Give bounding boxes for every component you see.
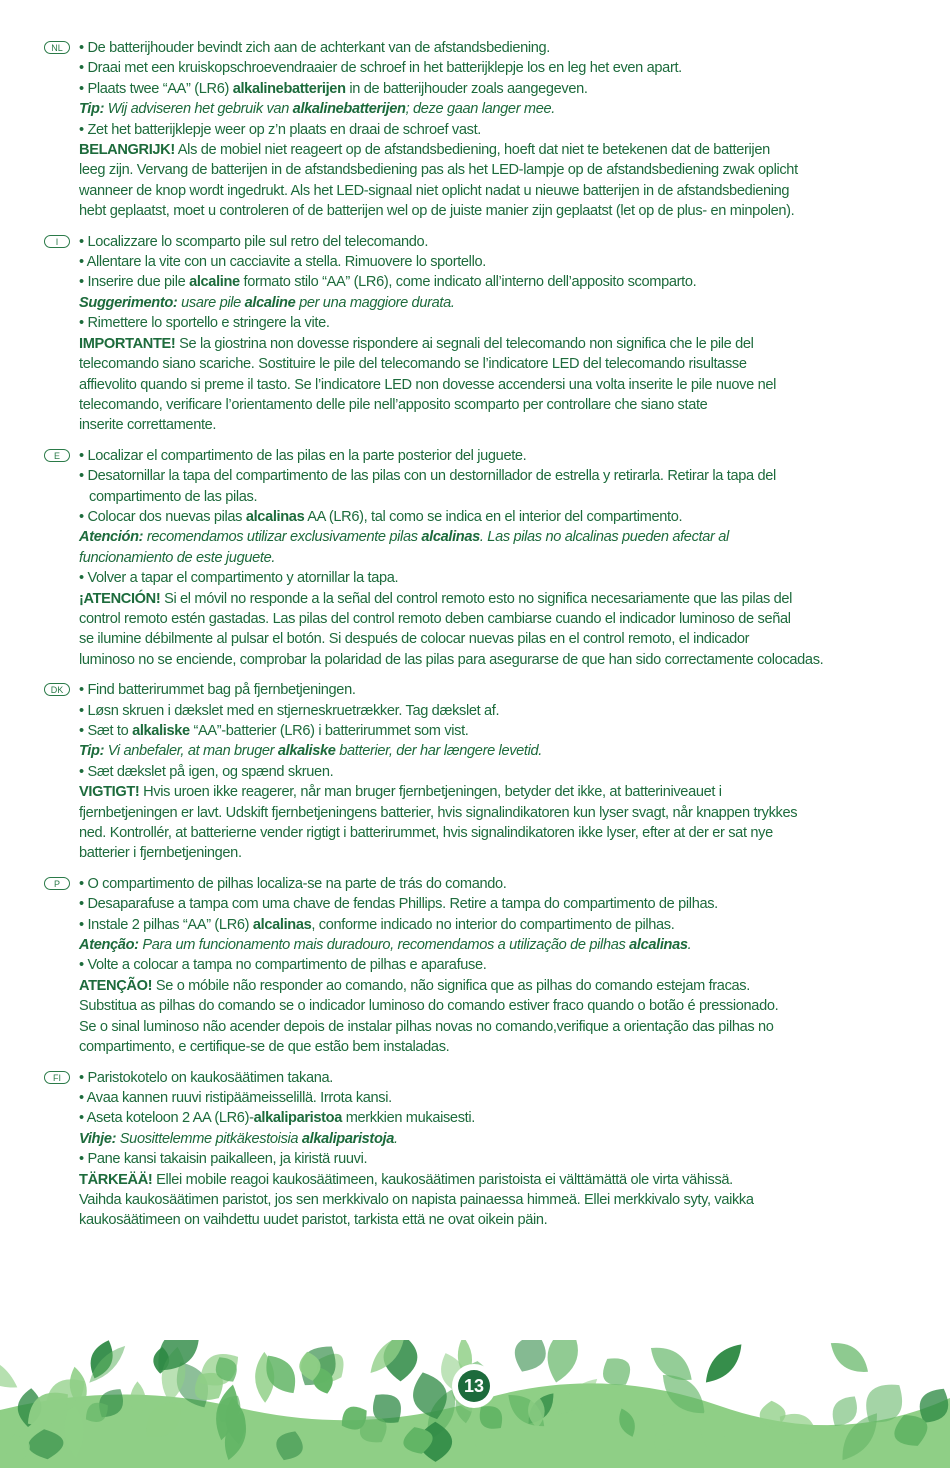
section-dk	[44, 680, 924, 864]
language-badge: I	[44, 235, 70, 248]
tip-line	[79, 935, 924, 955]
emphasis-text: TÄRKEÄÄ!	[79, 1171, 153, 1188]
text-run: . Las pilas no alcalinas pueden afectar al	[479, 529, 729, 546]
text-line	[79, 1108, 924, 1128]
text-run: se ilumine débilmente al pulsar el botón. Si después de colocar nuevas pilas en el control remoto, el indicador	[79, 631, 750, 648]
text-line	[79, 334, 924, 354]
emphasis-text: alkaliparistoja	[301, 1130, 394, 1147]
text-line	[79, 252, 924, 272]
section-nl	[44, 38, 924, 222]
text-run: • Volte a colocar a tampa no compartimento de pilhas e aparafuse.	[79, 957, 487, 974]
text-run: hebt geplaatst, moet u controleren of de batterijen wel op de juiste manier zijn geplaatst (let op de plus- en minpolen).	[79, 203, 795, 220]
text-line	[79, 680, 924, 700]
text-run: .	[687, 937, 692, 954]
section-fi	[44, 1068, 924, 1231]
text-run: • Sæt to	[79, 723, 133, 739]
tip-line	[79, 293, 924, 313]
text-run: • Pane kansi takaisin paikalleen, ja kiristä ruuvi.	[79, 1151, 368, 1168]
text-run: Se o móbile não responder ao comando, não significa que as pilhas do comando estejam fracas.	[152, 977, 750, 994]
text-line	[79, 915, 924, 935]
emphasis-text: alkaliske	[132, 723, 190, 739]
emphasis-text: alkalinebatterijen	[292, 101, 406, 118]
emphasis-text: alcaline	[189, 274, 240, 291]
text-run: • Allentare la vite con un cacciavite a stella. Rimuovere lo sportello.	[79, 254, 486, 271]
text-line	[79, 507, 924, 527]
text-line	[79, 1170, 924, 1190]
emphasis-text: alcalinas	[421, 529, 480, 546]
leaf-shape	[699, 1340, 749, 1389]
text-run: telecomando siano scariche. Sostituire le pile del telecomando se l’indicatore LED del telecomando risultasse	[79, 356, 747, 373]
text-run: ned. Kontrollér, at batterierne vender rigtigt i batterirummet, hvis signalindikatoren ikke lyser, efter at der er sat nye	[79, 825, 773, 842]
text-run: Substitua as pilhas do comando se o indicador luminoso do comando estiver fraco quando o botão é pressionado.	[79, 998, 779, 1015]
leaf-shape	[542, 1340, 584, 1386]
text-line	[79, 629, 924, 649]
text-line	[79, 701, 924, 721]
text-run: “AA”-batterier (LR6) i batterirummet som vist.	[189, 723, 469, 739]
text-run: Se o sinal luminoso não acender depois de instalar pilhas novas no comando,verifique a orientação das pilhas no	[79, 1018, 774, 1035]
language-badge: FI	[44, 1071, 70, 1084]
text-run: • Localizar el compartimento de las pilas en la parte posterior del juguete.	[79, 447, 527, 464]
text-run: funcionamiento de este juguete.	[79, 549, 276, 566]
text-run: • Paristokotelo on kaukosäätimen takana.	[79, 1069, 333, 1086]
text-run: recomendamos utilizar exclusivamente pilas	[143, 529, 422, 546]
emphasis-text: alcaline	[244, 294, 296, 311]
text-run: • Inserire due pile	[79, 274, 190, 291]
text-run: leeg zijn. Vervang de batterijen in de afstandsbediening pas als het LED-lampje op de afstandsbediening zwak oplicht	[79, 162, 798, 179]
text-line	[79, 415, 924, 435]
text-line	[79, 843, 924, 863]
language-badge: P	[44, 877, 70, 890]
text-run: Vi anbefaler, at man bruger	[104, 743, 278, 760]
text-run: • Plaats twee “AA” (LR6)	[79, 80, 233, 97]
text-line	[79, 487, 924, 507]
text-line	[79, 181, 924, 201]
emphasis-text: Atención:	[79, 529, 144, 546]
text-run: • Desatornillar la tapa del compartimento de las pilas con un destornillador de estrella y retirarla. Retirar la tapa del	[79, 468, 776, 485]
text-line	[79, 1190, 924, 1210]
text-run: compartimento de las pilas.	[89, 488, 258, 505]
text-line	[79, 79, 924, 99]
leaf-footer-decoration	[0, 1340, 950, 1468]
text-line	[79, 354, 924, 374]
text-line	[79, 589, 924, 609]
text-run: per una maggiore durata.	[295, 294, 455, 311]
text-run: • Avaa kannen ruuvi ristipäämeisselillä. Irrota kansi.	[79, 1089, 392, 1106]
text-line	[79, 1068, 924, 1088]
text-run: • Rimettere lo sportello e stringere la vite.	[79, 315, 330, 332]
text-run: batterier i fjernbetjeningen.	[79, 845, 242, 862]
text-run: Wij adviseren het gebruik van	[104, 101, 293, 118]
text-run: Ellei mobile reagoi kaukosäätimeen, kaukosäätimen paristoista ei välttämättä ole virta vähissä.	[152, 1171, 733, 1188]
text-run: Suosittelemme pitkäkestoisia	[116, 1130, 302, 1147]
emphasis-text: alkaliparistoa	[253, 1110, 342, 1127]
emphasis-text: alkalinebatterijen	[232, 80, 346, 97]
emphasis-text: alcalinas	[245, 508, 305, 525]
text-run: .	[393, 1130, 398, 1147]
text-run: • Draai met een kruiskopschroevendraaier de schroef in het batterijklepje los en leg het even apart.	[79, 60, 682, 77]
text-line	[79, 874, 924, 894]
text-run: Vaihda kaukosäätimen paristot, jos sen merkkivalo on napista painaessa himmeä. Ellei merkkivalo syty, vaikka	[79, 1191, 754, 1208]
text-run: • Desaparafuse a tampa com uma chave de fendas Phillips. Retire a tampa do compartimento de pilhas.	[79, 896, 718, 913]
text-run: • Løsn skruen i dækslet med en stjerneskruetrækker. Tag dækslet af.	[79, 702, 500, 719]
text-line	[79, 1088, 924, 1108]
text-line	[79, 721, 924, 741]
emphasis-text: Atenção:	[79, 937, 139, 954]
text-run: Als de mobiel niet reageert op de afstandsbediening, hoeft dat niet te betekenen dat de batterijen	[174, 142, 770, 159]
text-line	[79, 160, 924, 180]
text-run: • Colocar dos nuevas pilas	[79, 508, 246, 525]
text-line	[79, 375, 924, 395]
emphasis-text: BELANGRIJK!	[79, 142, 175, 159]
text-run: • Instale 2 pilhas “AA” (LR6)	[79, 916, 253, 933]
text-run: • Zet het batterijklepje weer op z’n plaats en draai de schroef vast.	[79, 121, 481, 138]
text-line	[79, 955, 924, 975]
text-line	[79, 609, 924, 629]
text-line	[79, 232, 924, 252]
text-run: inserite correttamente.	[79, 417, 217, 434]
text-run: usare pile	[177, 294, 245, 311]
page-number: 13	[458, 1370, 490, 1402]
text-run: • Sæt dækslet på igen, og spænd skruen.	[79, 763, 334, 780]
text-run: AA (LR6), tal como se indica en el interior del compartimento.	[304, 508, 683, 525]
text-run: • Aseta koteloon 2 AA (LR6)-	[79, 1110, 254, 1127]
text-line	[79, 58, 924, 78]
text-line	[79, 894, 924, 914]
language-badge: NL	[44, 41, 70, 54]
leaf-shape	[508, 1340, 553, 1378]
text-run: telecomando, verificare l’orientamento delle pile nell’apposito scomparto per controllare che siano state	[79, 396, 708, 413]
text-line	[79, 1037, 924, 1057]
text-line	[79, 996, 924, 1016]
text-line	[79, 803, 924, 823]
text-run: luminoso no se enciende, comprobar la polaridad de las pilas para asegurarse de que han sido correctamente colocadas.	[79, 651, 824, 668]
text-line	[79, 120, 924, 140]
emphasis-text: VIGTIGT!	[79, 784, 140, 801]
emphasis-text: Tip:	[79, 101, 105, 118]
section-i	[44, 232, 924, 436]
text-line	[79, 650, 924, 670]
tip-line	[79, 1129, 924, 1149]
text-line	[79, 446, 924, 466]
text-run: Se la giostrina non dovesse rispondere ai segnali del telecomando non significa che le pile del	[175, 335, 754, 352]
language-badge: E	[44, 449, 70, 462]
text-line	[79, 762, 924, 782]
text-run: , conforme indicado no interior do compartimento de pilhas.	[311, 916, 675, 933]
tip-line	[79, 741, 924, 761]
text-run: • De batterijhouder bevindt zich aan de achterkant van de afstandsbediening.	[79, 40, 550, 56]
text-run: compartimento, e certifique-se de que estão bem instaladas.	[79, 1039, 450, 1056]
text-run: batterier, der har længere levetid.	[335, 743, 542, 760]
text-run: • Volver a tapar el compartimento y atornillar la tapa.	[79, 570, 399, 587]
text-line	[79, 272, 924, 292]
text-run: fjernbetjeningen er lavt. Udskift fjernbetjeningens batterier, hvis signalindikatoren kun lyser svagt, når knappen trykkes	[79, 804, 798, 821]
text-line	[79, 140, 924, 160]
emphasis-text: alcalinas	[629, 937, 688, 954]
text-line	[79, 1149, 924, 1169]
leaf-shape	[824, 1340, 874, 1380]
text-run: • Find batterirummet bag på fjernbetjeningen.	[79, 682, 356, 699]
emphasis-text: IMPORTANTE!	[79, 335, 176, 352]
text-line	[79, 313, 924, 333]
section-e	[44, 446, 924, 670]
text-line	[79, 466, 924, 486]
text-run: in de batterijhouder zoals aangegeven.	[345, 80, 588, 97]
text-line	[79, 1210, 924, 1230]
text-line	[79, 976, 924, 996]
text-run: merkkien mukaisesti.	[342, 1110, 475, 1127]
text-run: Hvis uroen ikke reagerer, når man bruger fjernbetjeningen, betyder det ikke, at batteriniveauet i	[139, 784, 722, 801]
text-run: affievolito quando si preme il tasto. Se l’indicatore LED non dovesse accendersi una volta inserite le pile nuove nel	[79, 376, 777, 393]
text-run: • Localizzare lo scomparto pile sul retro del telecomando.	[79, 233, 429, 250]
text-line	[79, 823, 924, 843]
text-line	[79, 201, 924, 221]
leaf-shape	[0, 1347, 23, 1396]
emphasis-text: alkaliske	[277, 743, 336, 760]
text-run: control remoto estén gastadas. Las pilas del control remoto deben cambiarse cuando el indicador luminoso de señal	[79, 610, 791, 627]
emphasis-text: alcalinas	[252, 916, 312, 933]
tip-line	[79, 548, 924, 568]
text-run: wanneer de knop wordt ingedrukt. Als het LED-signaal niet oplicht nadat u nieuwe batterijen in de afstandsbediening	[79, 182, 790, 199]
emphasis-text: ¡ATENCIÓN!	[79, 590, 161, 607]
text-run: • O compartimento de pilhas localiza-se na parte de trás do comando.	[79, 875, 507, 892]
section-p	[44, 874, 924, 1058]
text-run: Si el móvil no responde a la señal del control remoto esto no significa necesariamente que las pilas del	[160, 590, 793, 607]
emphasis-text: Suggerimento:	[79, 294, 178, 311]
emphasis-text: Tip:	[79, 743, 105, 760]
language-badge: DK	[44, 683, 70, 696]
text-line	[79, 1017, 924, 1037]
text-run: ; deze gaan langer mee.	[405, 101, 555, 118]
text-line	[79, 38, 924, 58]
tip-line	[79, 527, 924, 547]
text-line	[79, 782, 924, 802]
language-sections	[44, 38, 924, 1241]
text-run: kaukosäätimeen on vaihdettu uudet paristot, tarkista että ne ovat oikein päin.	[79, 1212, 548, 1229]
tip-line	[79, 99, 924, 119]
emphasis-text: Vihje:	[79, 1130, 117, 1147]
emphasis-text: ATENÇÃO!	[79, 977, 153, 994]
text-run: Para um funcionamento mais duradouro, recomendamos a utilização de pilhas	[138, 937, 630, 954]
text-run: formato stilo “AA” (LR6), come indicato all’interno dell’apposito scomparto.	[239, 274, 697, 291]
text-line	[79, 568, 924, 588]
text-line	[79, 395, 924, 415]
